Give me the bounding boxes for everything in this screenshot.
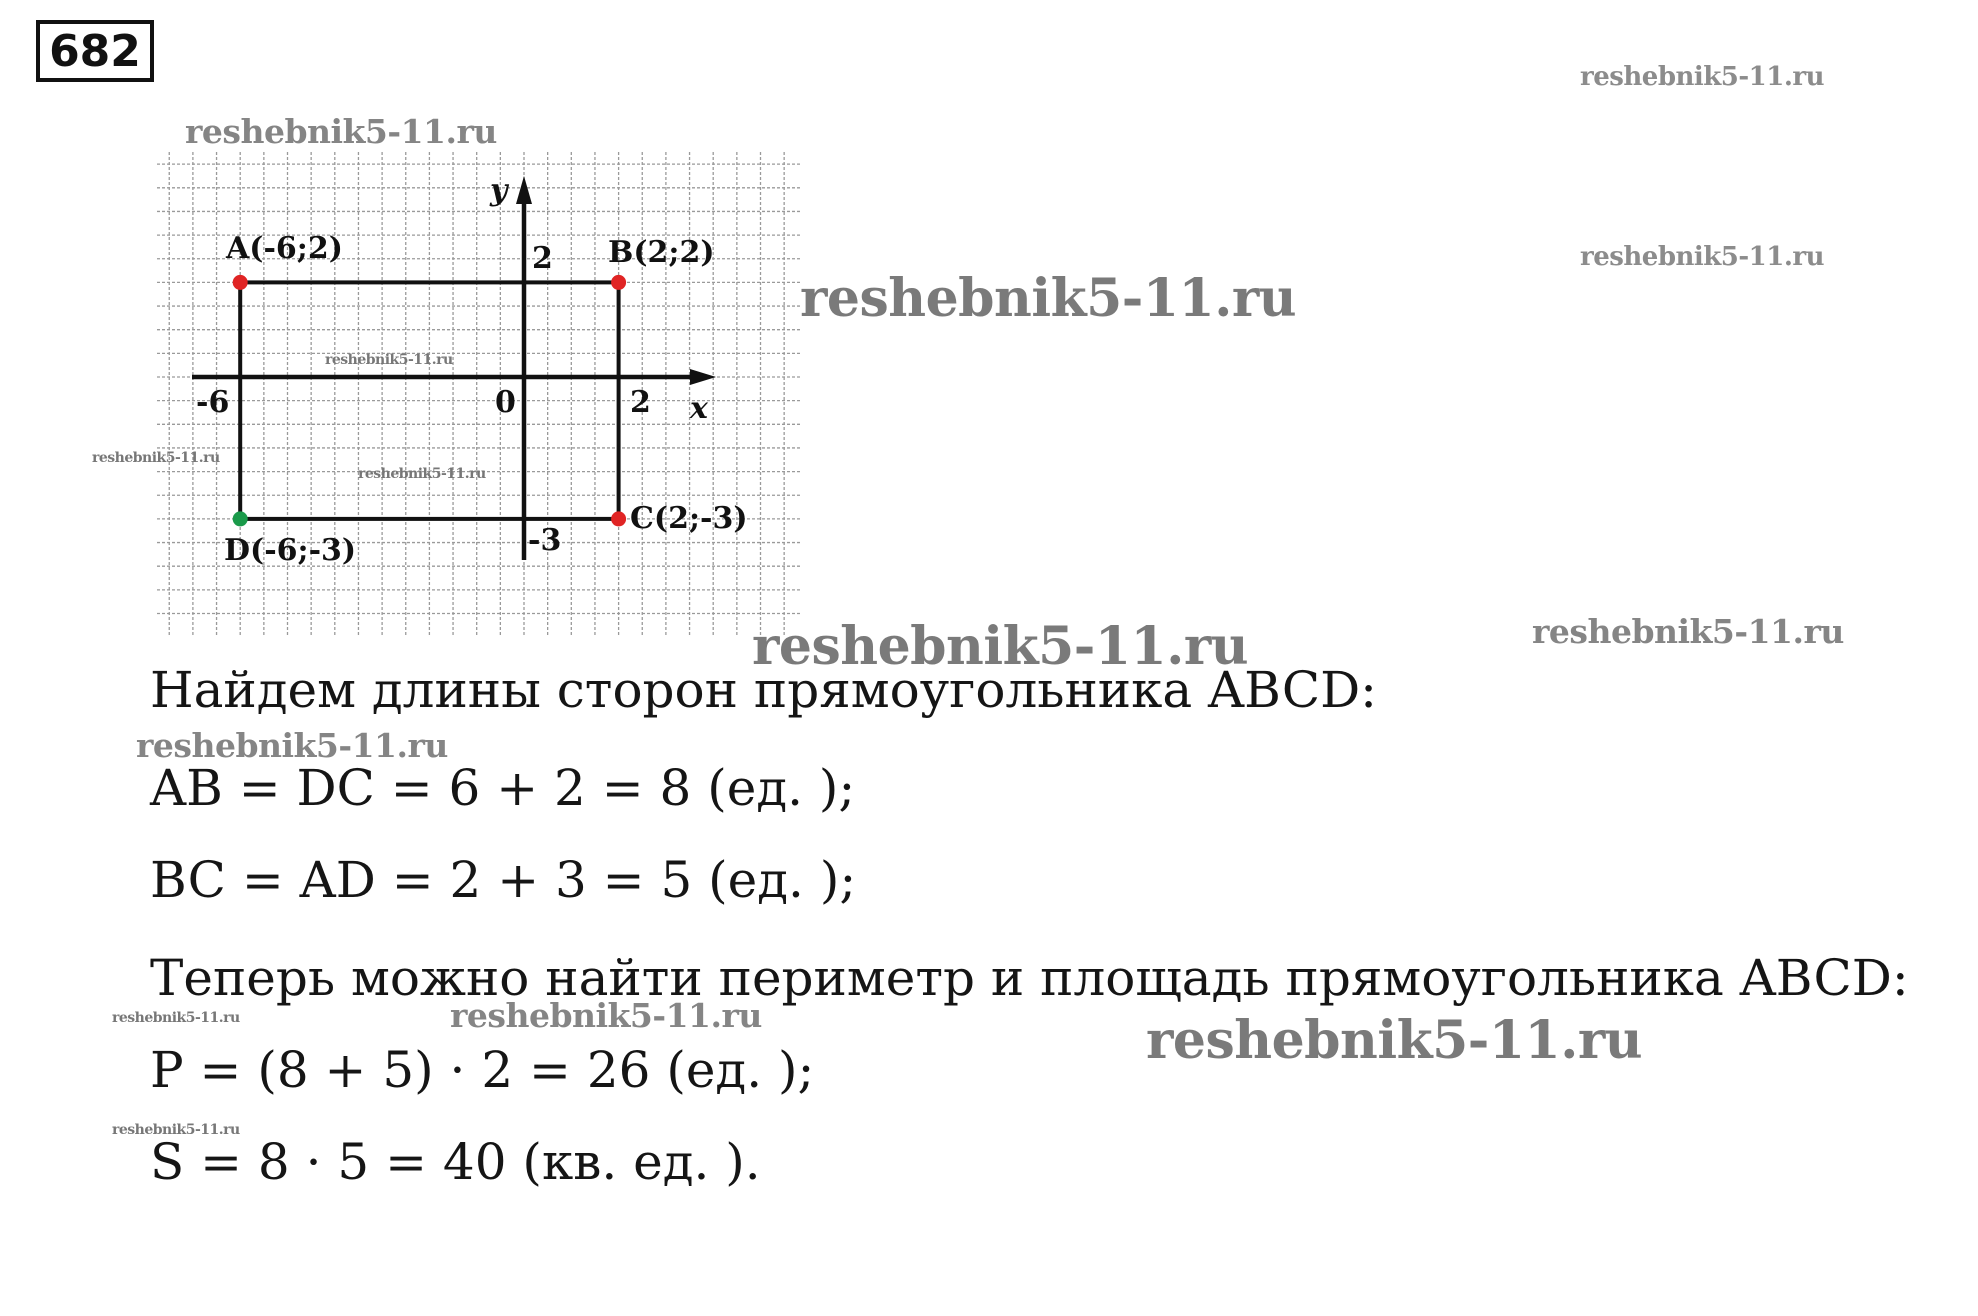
watermark: reshebnik5-11.ru — [358, 466, 486, 482]
watermark: reshebnik5-11.ru — [325, 352, 453, 368]
solution-intro: Найдем длины сторон прямоугольника ABCD: — [150, 661, 1378, 719]
point-d — [233, 511, 248, 526]
axes — [192, 176, 716, 560]
origin-label: 0 — [495, 385, 516, 420]
point-label-c: C(2;-3) — [630, 501, 748, 536]
watermark: reshebnik5-11.ru — [1580, 242, 1825, 272]
watermark: reshebnik5-11.ru — [752, 616, 1249, 677]
solution-perimeter: P = (8 + 5) · 2 = 26 (ед. ); — [150, 1041, 815, 1099]
point-label-a: A(-6;2) — [226, 231, 343, 266]
tick-label-x-neg: -6 — [196, 385, 230, 420]
point-b — [611, 275, 626, 290]
grid — [157, 152, 800, 636]
task-number: 682 — [36, 20, 154, 82]
point-label-d: D(-6;-3) — [224, 533, 357, 568]
x-axis-arrow — [690, 369, 716, 385]
tick-label-y-neg: -3 — [528, 523, 562, 558]
solution-bc-ad: BC = AD = 2 + 3 = 5 (ед. ); — [150, 851, 857, 909]
points — [224, 231, 748, 568]
watermark: reshebnik5-11.ru — [112, 1122, 240, 1138]
watermark: reshebnik5-11.ru — [112, 1010, 240, 1026]
watermark: reshebnik5-11.ru — [450, 996, 762, 1035]
watermark: reshebnik5-11.ru — [136, 726, 448, 765]
x-axis-label: x — [690, 391, 708, 426]
y-axis-label: y — [490, 173, 508, 208]
solution-transition: Теперь можно найти периметр и площадь прямоугольника ABCD: — [150, 949, 1909, 1007]
tick-label-y-pos: 2 — [532, 241, 553, 276]
solution-area: S = 8 · 5 = 40 (кв. ед. ). — [150, 1133, 761, 1191]
tick-label-x-pos: 2 — [630, 385, 651, 420]
watermark: reshebnik5-11.ru — [800, 268, 1297, 329]
rectangle-abcd — [240, 282, 618, 519]
point-a — [233, 275, 248, 290]
solution-ab-dc: AB = DC = 6 + 2 = 8 (ед. ); — [150, 759, 856, 817]
watermark: reshebnik5-11.ru — [1532, 612, 1844, 651]
watermark: reshebnik5-11.ru — [1146, 1010, 1643, 1071]
watermark: reshebnik5-11.ru — [92, 450, 220, 466]
point-c — [611, 511, 626, 526]
rectangle-outline — [240, 282, 618, 519]
point-label-b: B(2;2) — [608, 235, 715, 270]
watermark: reshebnik5-11.ru — [185, 112, 497, 151]
y-axis-arrow — [516, 176, 532, 204]
watermark: reshebnik5-11.ru — [1580, 62, 1825, 92]
